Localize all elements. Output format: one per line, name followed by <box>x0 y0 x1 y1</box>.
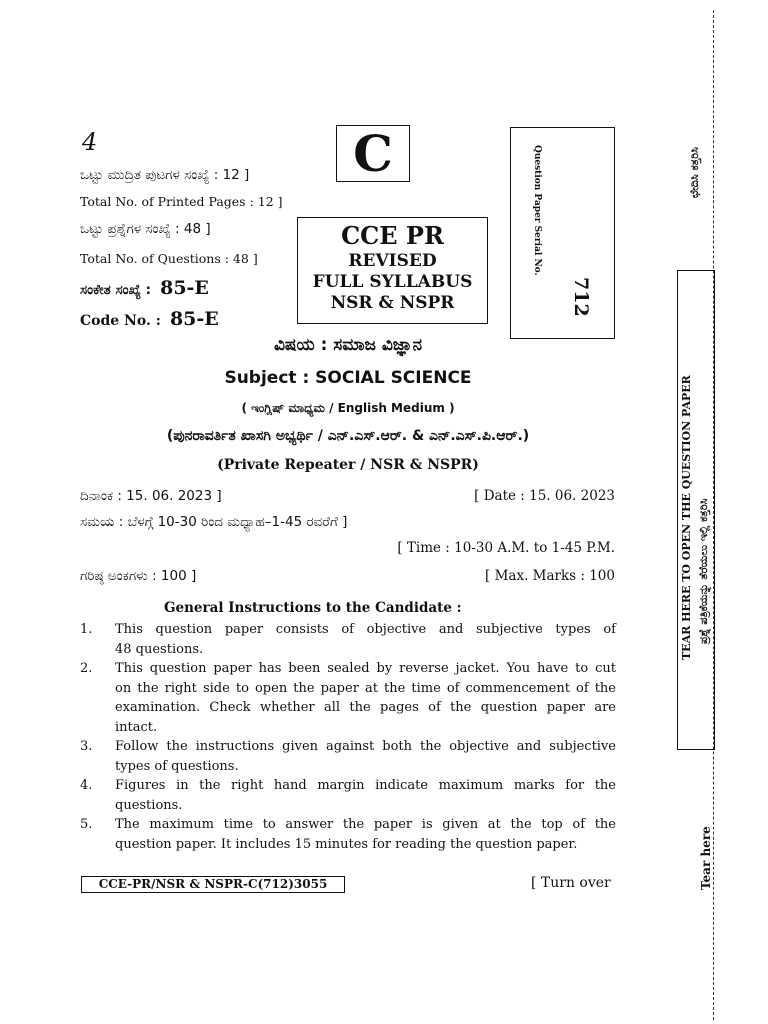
tear-top-kannada: ಛೇದಿಸಿ ಕತ್ತರಿಸಿ <box>688 147 701 198</box>
exam-type-box <box>297 217 488 324</box>
instruction-text <box>115 776 616 815</box>
instruction-line: Figures in the right hand margin indicate maximum marks for the <box>115 778 616 793</box>
instruction-line: 48 questions. <box>115 641 204 657</box>
medium-label: ( ಇಂಗ್ಲಿಷ್ ಮಾಧ್ಯಮ / English Medium ) <box>241 401 455 415</box>
subject-kannada: ವಿಷಯ : ಸಮಾಜ ವಿಜ್ಞಾನ <box>273 335 423 355</box>
instruction-text <box>115 815 616 854</box>
code-number-kannada <box>80 277 209 299</box>
serial-number-value: 712 <box>570 277 592 317</box>
time-kannada: ಸಮಯ : ಬೆಳಗ್ಗೆ 10-30 ರಿಂದ ಮಧ್ಯಾಹ–1-45 ರವರೆಗೆ ] <box>80 514 348 530</box>
code-kannada-label: ಸಂಕೇತ ಸಂಖ್ಯೆ : <box>80 282 151 298</box>
instruction-line: on the right side to open the paper at the time of commencement of the <box>115 680 616 696</box>
printed-pages-kannada: ಒಟ್ಟು ಮುದ್ರಿತ ಪುಟಗಳ ಸಂಖ್ಯೆ : 12 ] <box>80 167 250 183</box>
footer-code: CCE-PR/NSR & NSPR-C(712)3055 <box>81 876 345 893</box>
instruction-number: 5. <box>80 817 93 832</box>
exam-type-syllabus: FULL SYLLABUS <box>312 272 473 292</box>
instruction-text <box>115 620 616 659</box>
instruction-line: examination. Check whether all the pages of the question paper are <box>115 700 616 715</box>
instruction-item <box>80 776 616 815</box>
page-number: 4 <box>82 128 98 156</box>
code-number-english <box>80 308 219 330</box>
exam-type-revised: REVISED <box>348 251 437 271</box>
instruction-number: 1. <box>80 622 93 637</box>
tear-instruction-kannada: ಪ್ರಶ್ನೆ ಪತ್ರಿಕೆಯನ್ನು ತೆರೆಯಲು ಇಲ್ಲಿ ಕತ್ತರಿಸಿ <box>697 498 710 644</box>
instruction-line: intact. <box>115 719 158 735</box>
serial-number-box <box>510 127 615 339</box>
max-marks-kannada: ಗರಿಷ್ಠ ಅಂಕಗಳು : 100 ] <box>80 568 197 584</box>
instructions-list <box>80 620 616 854</box>
code-english-value: 85-E <box>169 308 219 330</box>
tear-here-label: Tear here <box>699 826 713 890</box>
instruction-line: This question paper consists of objective and subjective types of <box>115 622 616 637</box>
exam-type-title: CCE PR <box>341 221 444 250</box>
subject-english: Subject : SOCIAL SCIENCE <box>224 368 472 388</box>
instruction-line: This question paper has been sealed by reverse jacket. You have to cut <box>115 661 616 676</box>
instruction-item <box>80 737 616 776</box>
questions-count-kannada: ಒಟ್ಟು ಪ್ರಶ್ನೆಗಳ ಸಂಖ್ಯೆ : 48 ] <box>80 221 211 237</box>
code-english-label: Code No. : <box>80 313 161 329</box>
exam-type-category: NSR & NSPR <box>330 293 455 313</box>
time-english: [ Time : 10-30 A.M. to 1-45 P.M. <box>397 540 615 556</box>
instruction-number: 3. <box>80 739 93 754</box>
instruction-number: 4. <box>80 778 93 793</box>
instruction-line: question paper. It includes 15 minutes for reading the question paper. <box>115 836 578 852</box>
candidate-type-english: (Private Repeater / NSR & NSPR) <box>217 457 479 473</box>
max-marks-english: [ Max. Marks : 100 <box>485 568 615 584</box>
code-kannada-value: 85-E <box>160 277 209 299</box>
turn-over-label: [ Turn over <box>531 875 611 891</box>
instruction-number: 2. <box>80 661 93 676</box>
instruction-item <box>80 659 616 737</box>
date-kannada: ದಿನಾಂಕ : 15. 06. 2023 ] <box>80 488 222 504</box>
instruction-text <box>115 737 616 776</box>
instructions-title: General Instructions to the Candidate : <box>164 600 462 616</box>
instruction-line: questions. <box>115 797 183 813</box>
instruction-line: The maximum time to answer the paper is given at the top of the <box>115 817 616 832</box>
questions-count-english: Total No. of Questions : 48 ] <box>80 251 258 266</box>
date-english: [ Date : 15. 06. 2023 <box>474 488 615 504</box>
instruction-item <box>80 815 616 854</box>
printed-pages-english: Total No. of Printed Pages : 12 ] <box>80 194 283 209</box>
candidate-type-kannada: (ಪುನರಾವರ್ತಿತ ಖಾಸಗಿ ಅಭ್ಯರ್ಥಿ / ಎನ್.ಎಸ್.ಆರ್. & ಎನ್.ಎಸ್.ಪಿ.ಆರ್.) <box>166 428 530 444</box>
instruction-text <box>115 659 616 737</box>
version-letter-box: C <box>336 125 410 182</box>
instruction-item <box>80 620 616 659</box>
instruction-line: Follow the instructions given against both the objective and subjective <box>115 739 616 754</box>
instruction-line: types of questions. <box>115 758 239 774</box>
tear-instruction-english: TEAR HERE TO OPEN THE QUESTION PAPER <box>680 375 693 660</box>
serial-number-label: Question Paper Serial No. <box>532 145 542 276</box>
